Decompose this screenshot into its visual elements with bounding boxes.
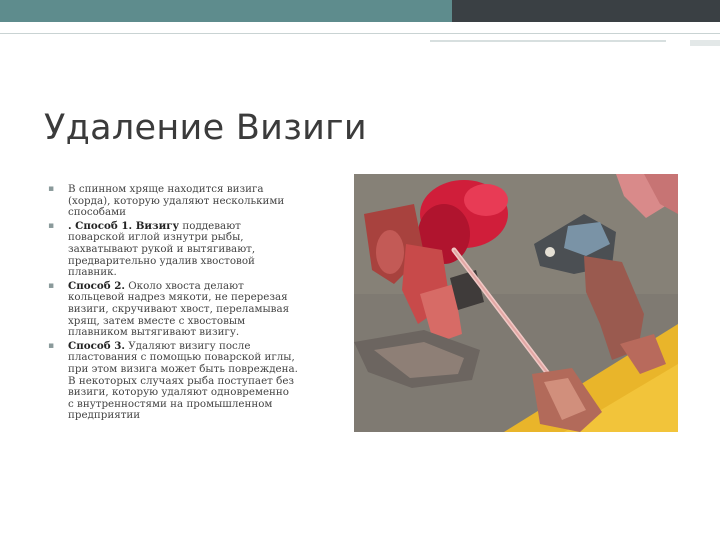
header-rule-accent-right (690, 40, 720, 46)
bullet-text: В спинном хряще находится визига (хорда), которую удаляют несколькими способами (68, 183, 285, 219)
header-band-dark (452, 0, 720, 22)
bullet-icon: ▪ (48, 280, 55, 291)
bullet-item (48, 281, 298, 339)
bullet-list (48, 184, 298, 424)
bullet-text: Около хвоста делают кольцевой надрез мякоти, не перерезая визиги, скручивают хвост, переламывая хрящ, затем вместе с хвостовым плавником вытягивают визигу. (68, 279, 290, 339)
bullet-icon: ▪ (48, 220, 55, 231)
bullet-bold: Способ 2. (68, 279, 125, 292)
bullet-text: Удаляют визигу после пластования с помощью поварской иглы, при этом визига может быть повреждена. В некоторых случаях рыба поступает без визиги, которую удаляют одновременно с внутренностями на промышленном предприятии (68, 339, 298, 422)
fish-photo-illustration (354, 174, 678, 432)
bullet-bold: Способ 3. (68, 339, 125, 352)
bullet-item (48, 341, 298, 422)
bullet-bold: . Способ 1. Визигу (68, 219, 180, 232)
slide-title: Удаление Визиги (44, 108, 367, 148)
header-rule (0, 33, 720, 34)
header-rule-accent (430, 40, 666, 42)
bullet-text: поддевают поварской иглой изнутри рыбы, захватывают рукой и вытягивают, предварительно удалив хвостовой плавник. (68, 219, 256, 279)
bullet-item (48, 221, 298, 279)
fish-photo (354, 174, 678, 432)
bullet-icon: ▪ (48, 340, 55, 351)
bullet-icon: ▪ (48, 184, 55, 194)
bullet-item (48, 184, 298, 219)
